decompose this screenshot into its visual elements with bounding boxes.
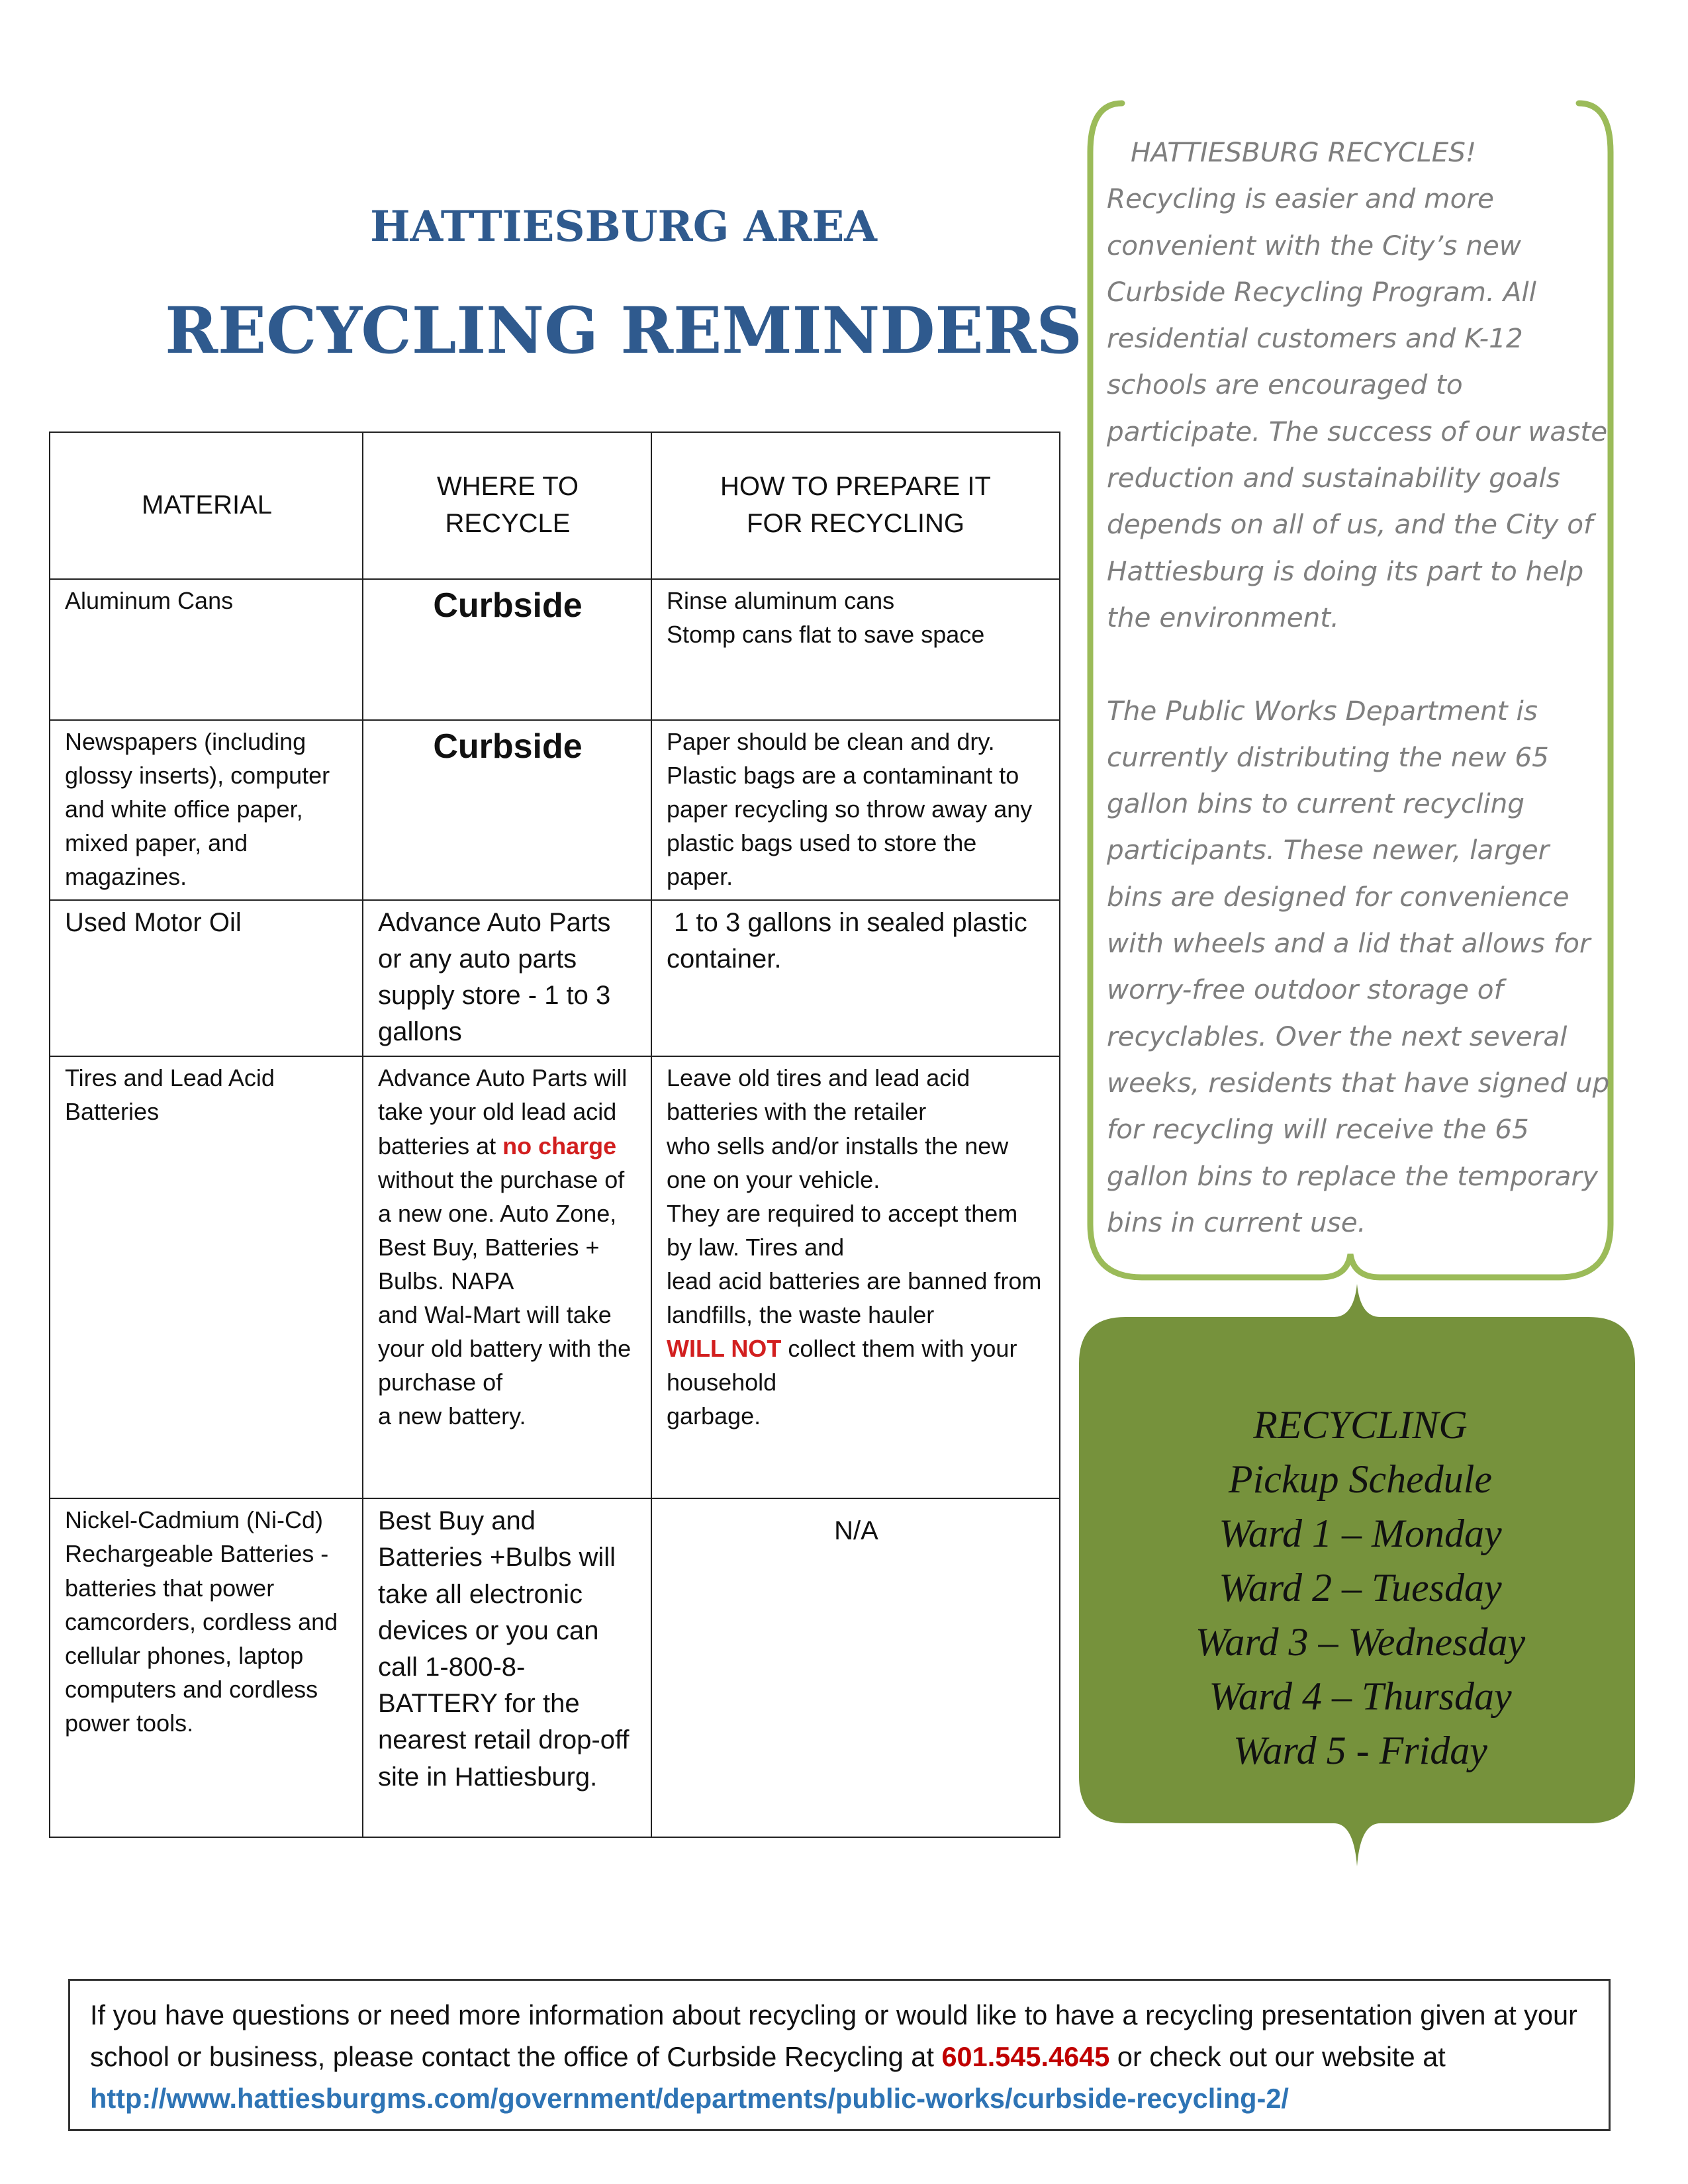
pickup-schedule — [1082, 1398, 1638, 1778]
how-cell — [651, 1056, 1060, 1498]
how-text: Leave old tires and lead acid batteries with the retailer who sells and/or installs the new one on your vehicle. They are required to accept them by law. Tires and lead acid batteries are banned from landfills, the waste hauler — [667, 1064, 1042, 1329]
schedule-line: Pickup Schedule — [1228, 1457, 1493, 1501]
table-row — [50, 579, 1060, 720]
header-where: WHERE TO RECYCLE — [363, 432, 651, 579]
how-text: collect them with your household garbage. — [667, 1335, 1017, 1430]
table-row — [50, 720, 1060, 900]
sidebar-text — [1107, 129, 1610, 1246]
title-line-1: HATTIESBURG AREA — [370, 202, 877, 251]
where-cell — [363, 1056, 651, 1498]
contact-text-end: or check out our website at — [1109, 2041, 1446, 2072]
table-row — [50, 900, 1060, 1057]
sidebar-paragraph-1: Recycling is easier and more convenient with the City’s new Curbside Recycling Program. All residential customers and K-12 schools are encouraged to participate. The success of our waste reduction and sustainability goals depends on all of us, and the City of Hattiesburg is doing its part to help the environment. — [1107, 183, 1608, 633]
where-cell: Advance Auto Parts or any auto parts supply store - 1 to 3 gallons — [363, 900, 651, 1057]
table-row — [50, 1498, 1060, 1837]
material-cell: Nickel-Cadmium (Ni-Cd) Rechargeable Batteries - batteries that power camcorders, cordless and cellular phones, laptop computers and cordless power tools. — [50, 1498, 363, 1837]
schedule-line: Ward 2 – Tuesday — [1219, 1566, 1502, 1610]
table-header-row — [50, 432, 1060, 579]
where-text: Advance Auto Parts will take your old lead acid batteries at — [378, 1064, 628, 1160]
how-cell: Rinse aluminum cans Stomp cans flat to save space — [651, 579, 1060, 720]
material-cell: Tires and Lead Acid Batteries — [50, 1056, 363, 1498]
material-cell: Newspapers (including glossy inserts), computer and white office paper, mixed paper, and magazines. — [50, 720, 363, 900]
where-cell — [363, 720, 651, 900]
contact-box — [68, 1979, 1611, 2131]
no-charge-highlight: no charge — [502, 1132, 617, 1160]
where-cell — [363, 579, 651, 720]
material-cell: Used Motor Oil — [50, 900, 363, 1057]
curbside-label: Curbside — [433, 727, 583, 766]
schedule-line: Ward 1 – Monday — [1219, 1512, 1502, 1555]
material-cell: Aluminum Cans — [50, 579, 363, 720]
curbside-label: Curbside — [433, 586, 583, 625]
schedule-line: Ward 5 - Friday — [1233, 1729, 1487, 1772]
schedule-line: Ward 4 – Thursday — [1209, 1674, 1512, 1718]
na-label: N/A — [834, 1516, 878, 1546]
how-cell — [651, 1498, 1060, 1837]
sidebar-paragraph-2: The Public Works Department is currently distributing the new 65 gallon bins to current recycling participants. These newer, larger bins are designed for convenience with wheels and a lid that allows for worry-free outdoor storage of recyclables. Over the next several weeks, residents that have signed up for recycling will receive the 65 gallon bins to replace the temporary bins in current use. — [1107, 694, 1610, 1238]
schedule-line: RECYCLING — [1253, 1403, 1468, 1447]
where-cell: Best Buy and Batteries +Bulbs will take all electronic devices or you can call 1-800-8-BATTERY for the nearest retail drop-off site in Hattiesburg. — [363, 1498, 651, 1837]
contact-text: If you have questions or need more information about recycling or would like to have a recycling presentation given at your school or business, please contact the office of Curbside Recycling at — [90, 1999, 1577, 2072]
website-link[interactable]: http://www.hattiesburgms.com/government/departments/public-works/curbside-recycling-2/ — [90, 2083, 1289, 2114]
title-line-2: RECYCLING REMINDERS — [165, 293, 1082, 368]
how-cell: Paper should be clean and dry. Plastic bags are a contaminant to paper recycling so throw away any plastic bags used to store the paper. — [651, 720, 1060, 900]
how-cell: 1 to 3 gallons in sealed plastic container. — [651, 900, 1060, 1057]
header-material: MATERIAL — [50, 432, 363, 579]
recycling-table — [49, 432, 1060, 1838]
sidebar-heading: HATTIESBURG RECYCLES! — [1131, 136, 1477, 168]
phone-number: 601.545.4645 — [941, 2041, 1110, 2072]
where-text: without the purchase of a new one. Auto Zone, Best Buy, Batteries + Bulbs. NAPA and Wal-Mart will take your old battery with the purchase of a new battery. — [378, 1165, 632, 1430]
header-how: HOW TO PREPARE IT FOR RECYCLING — [651, 432, 1060, 579]
schedule-line: Ward 3 – Wednesday — [1195, 1620, 1526, 1664]
will-not-highlight: WILL NOT — [667, 1335, 782, 1363]
table-row — [50, 1056, 1060, 1498]
